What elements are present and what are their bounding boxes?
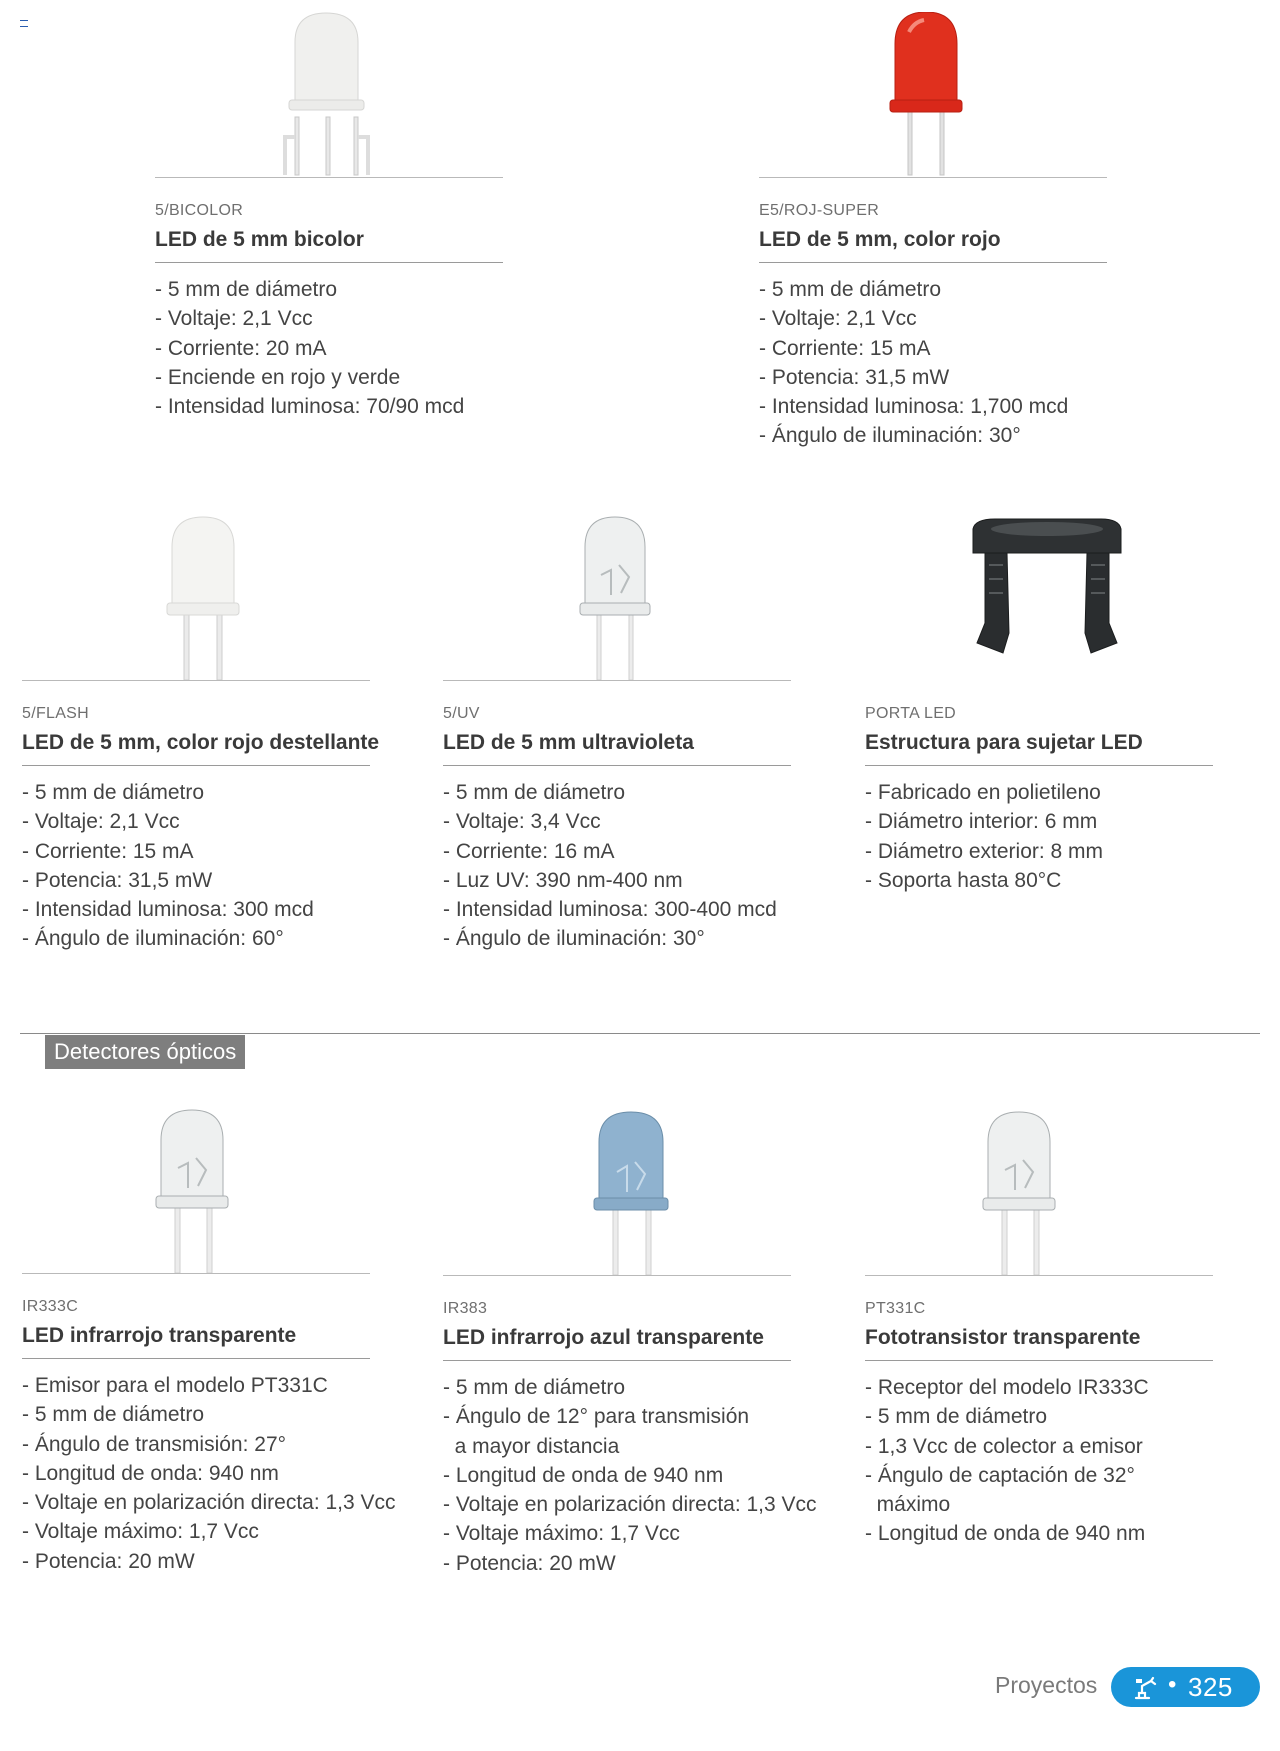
image-baseline	[865, 680, 1213, 681]
spec-item: - Enciende en rojo y verde	[155, 365, 401, 389]
clear-led-image	[443, 515, 791, 680]
spec-list	[759, 275, 1119, 451]
spec-list	[22, 778, 382, 954]
spec-item: - Corriente: 15 mA	[759, 336, 931, 360]
spec-item: - Ángulo de iluminación: 30°	[759, 424, 1021, 448]
led-holder-image	[865, 515, 1213, 680]
product-5-flash	[22, 515, 382, 954]
spec-item: - Longitud de onda: 940 nm	[22, 1461, 279, 1485]
title-rule	[22, 1358, 370, 1359]
spec-list	[865, 778, 1225, 895]
spec-item: - Voltaje: 2,1 Vcc	[22, 810, 180, 834]
robot-arm-icon	[1133, 1676, 1159, 1705]
spec-item: - Ángulo de transmisión: 27°	[22, 1432, 287, 1456]
spec-item: - Voltaje en polarización directa: 1,3 Vcc	[443, 1493, 817, 1517]
spec-item: - 5 mm de diámetro	[22, 1403, 205, 1427]
spec-item: - Potencia: 31,5 mW	[22, 868, 213, 892]
product-photo	[443, 515, 803, 680]
white-led-image	[22, 515, 370, 680]
spec-list	[443, 1373, 817, 1578]
spec-list	[865, 1373, 1225, 1549]
red-led-image	[759, 12, 1107, 177]
spec-item: - Diámetro interior: 6 mm	[865, 810, 1098, 834]
title-rule	[22, 765, 370, 766]
page-badge	[1111, 1667, 1260, 1707]
product-photo	[759, 12, 1119, 177]
title-rule	[759, 262, 1107, 263]
product-e5-roj-super	[759, 12, 1119, 451]
spec-item: - Longitud de onda de 940 nm	[443, 1463, 724, 1487]
product-photo	[443, 1110, 803, 1275]
spec-item: - Voltaje: 2,1 Vcc	[759, 307, 917, 331]
spec-item: - Soporta hasta 80°C	[865, 868, 1062, 892]
spec-item: a mayor distancia	[443, 1434, 620, 1458]
page-number: 325	[1188, 1672, 1233, 1702]
image-baseline	[443, 1275, 791, 1276]
bicolor-led-image	[155, 12, 503, 177]
product-code: 5/UV	[443, 705, 480, 722]
product-title: LED infrarrojo transparente	[22, 1324, 297, 1347]
title-rule	[443, 1360, 791, 1361]
product-code: E5/ROJ-SUPER	[759, 202, 880, 219]
image-baseline	[22, 680, 370, 681]
spec-item: - Ángulo de iluminación: 60°	[22, 927, 284, 951]
spec-item: - Potencia: 20 mW	[443, 1551, 616, 1575]
product-code: IR333C	[22, 1298, 79, 1315]
spec-item: - Longitud de onda de 940 nm	[865, 1522, 1146, 1546]
product-ir383	[443, 1110, 817, 1578]
product-ir333c	[22, 1108, 396, 1576]
spec-item: - Voltaje: 3,4 Vcc	[443, 810, 601, 834]
image-baseline	[155, 177, 503, 178]
product-porta-led	[865, 515, 1225, 895]
clear-led-image	[22, 1108, 370, 1273]
spec-item: - 5 mm de diámetro	[759, 278, 942, 301]
spec-item: - Voltaje máximo: 1,7 Vcc	[443, 1522, 680, 1546]
spec-item: - Voltaje: 2,1 Vcc	[155, 307, 313, 331]
image-baseline	[865, 1275, 1213, 1276]
spec-item: - Luz UV: 390 nm-400 nm	[443, 868, 683, 892]
title-rule	[155, 262, 503, 263]
title-rule	[865, 765, 1213, 766]
section-divider	[20, 1033, 1260, 1034]
spec-item: - 5 mm de diámetro	[443, 781, 626, 804]
product-photo	[865, 1110, 1225, 1275]
product-photo	[22, 515, 382, 680]
footer-section-label: Proyectos	[995, 1672, 1098, 1698]
product-5-uv	[443, 515, 803, 954]
spec-list	[443, 778, 803, 954]
product-pt331c	[865, 1110, 1225, 1549]
product-photo	[22, 1108, 382, 1273]
product-code: 5/BICOLOR	[155, 202, 244, 219]
product-title: LED de 5 mm, color rojo destellante	[22, 731, 380, 754]
spec-item: - Voltaje en polarización directa: 1,3 Vcc	[22, 1491, 396, 1515]
image-baseline	[22, 1273, 370, 1274]
product-title: LED de 5 mm, color rojo	[759, 228, 1001, 251]
spec-item: - Ángulo de iluminación: 30°	[443, 927, 705, 951]
spec-item: - Corriente: 20 mA	[155, 336, 327, 360]
spec-item: - Ángulo de captación de 32°	[865, 1463, 1135, 1487]
spec-item: - Intensidad luminosa: 1,700 mcd	[759, 395, 1069, 419]
spec-item: - Corriente: 16 mA	[443, 839, 615, 863]
product-code: 5/FLASH	[22, 705, 90, 722]
spec-item: - Emisor para el modelo PT331C	[22, 1374, 328, 1397]
corner-mark	[20, 20, 28, 27]
spec-list	[22, 1371, 396, 1576]
product-code: PT331C	[865, 1300, 926, 1317]
spec-item: - Receptor del modelo IR333C	[865, 1376, 1149, 1399]
product-photo	[865, 515, 1225, 680]
spec-item: - Intensidad luminosa: 70/90 mcd	[155, 395, 465, 419]
section-title: Detectores ópticos	[45, 1035, 245, 1069]
footer-bullet: •	[1168, 1671, 1177, 1698]
spec-item: - 5 mm de diámetro	[155, 278, 338, 301]
spec-item: - Intensidad luminosa: 300 mcd	[22, 898, 314, 922]
product-title: LED infrarrojo azul transparente	[443, 1326, 764, 1349]
spec-item: máximo	[865, 1493, 951, 1517]
spec-item: - Intensidad luminosa: 300-400 mcd	[443, 898, 777, 922]
product-code: IR383	[443, 1300, 488, 1317]
spec-item: - Corriente: 15 mA	[22, 839, 194, 863]
spec-item: - Voltaje máximo: 1,7 Vcc	[22, 1520, 259, 1544]
spec-item: - 5 mm de diámetro	[865, 1405, 1048, 1429]
product-5-bicolor	[155, 12, 515, 421]
product-title: LED de 5 mm bicolor	[155, 228, 364, 251]
spec-item: - 1,3 Vcc de colector a emisor	[865, 1434, 1143, 1458]
product-photo	[155, 12, 515, 177]
spec-item: - Fabricado en polietileno	[865, 781, 1101, 804]
image-baseline	[759, 177, 1107, 178]
spec-item: - 5 mm de diámetro	[22, 781, 205, 804]
spec-item: - Potencia: 20 mW	[22, 1549, 195, 1573]
product-title: LED de 5 mm ultravioleta	[443, 731, 694, 754]
product-title: Fototransistor transparente	[865, 1326, 1141, 1349]
clear-led-image	[865, 1110, 1213, 1275]
product-title: Estructura para sujetar LED	[865, 731, 1143, 754]
image-baseline	[443, 680, 791, 681]
product-code: PORTA LED	[865, 705, 957, 722]
spec-item: - Ángulo de 12° para transmisión	[443, 1405, 750, 1429]
spec-item: - 5 mm de diámetro	[443, 1376, 626, 1399]
spec-item: - Diámetro exterior: 8 mm	[865, 839, 1104, 863]
spec-item: - Potencia: 31,5 mW	[759, 365, 950, 389]
blue-led-image	[443, 1110, 791, 1275]
title-rule	[865, 1360, 1213, 1361]
title-rule	[443, 765, 791, 766]
spec-list	[155, 275, 515, 421]
